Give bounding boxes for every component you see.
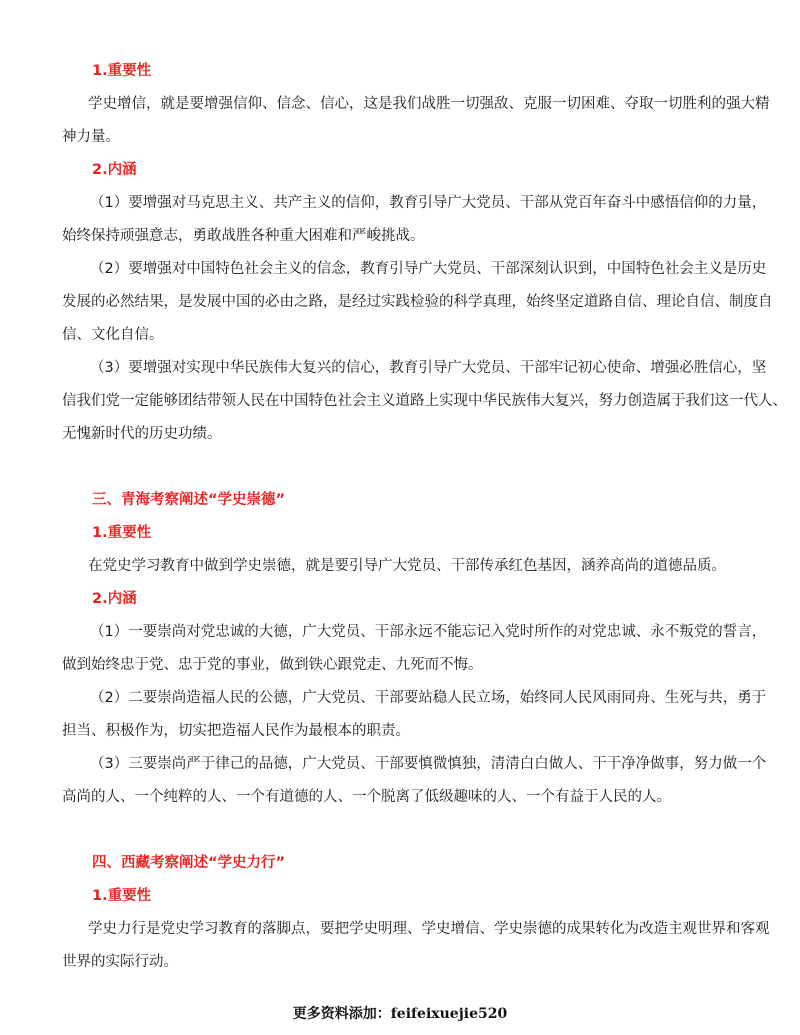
footer-contact: 更多资料添加：feifeixuejie520 <box>292 1006 508 1022</box>
section-heading-qinghai: 三、青海考察阐述“学史崇德” <box>92 492 286 508</box>
paragraph-line: 始终保持顽强意志，勇敢战胜各种重大困难和严峻挑战。 <box>62 228 425 244</box>
paragraph-line: 做到始终忠于党、忠于党的事业，做到铁心跟党走、九死而不悔。 <box>62 657 483 673</box>
section-heading-tibet: 四、西藏考察阐述“学史力行” <box>92 855 286 871</box>
paragraph-line: 世界的实际行动。 <box>62 954 178 970</box>
paragraph-line: （3）三要崇尚严于律己的品德，广大党员、干部要慎微慎独，清清白白做人、干干净净做事，努力做一个 <box>90 756 767 772</box>
paragraph-line: 发展的必然结果，是发展中国的必由之路，是经过实践检验的科学真理，始终坚定道路自信、理论自信、制度自 <box>62 294 773 310</box>
paragraph-line: 信我们党一定能够团结带领人民在中国特色社会主义道路上实现中华民族伟大复兴，努力创造属于我们这一代人、 <box>62 393 787 409</box>
paragraph-line: 担当、积极作为，切实把造福人民作为最根本的职责。 <box>62 723 410 739</box>
paragraph-line: （3）要增强对实现中华民族伟大复兴的信心，教育引导广大党员、干部牢记初心使命、增强必胜信心，坚 <box>90 360 767 376</box>
paragraph-line: 神力量。 <box>62 129 120 145</box>
heading-importance: 1.重要性 <box>92 888 152 904</box>
paragraph-line: （2）要增强对中国特色社会主义的信念，教育引导广大党员、干部深刻认识到，中国特色社会主义是历史 <box>90 261 767 277</box>
paragraph-line: 学史力行是党史学习教育的落脚点，要把学史明理、学史增信、学史崇德的成果转化为改造主观世界和客观 <box>88 921 770 937</box>
paragraph-line: （1）要增强对马克思主义、共产主义的信仰，教育引导广大党员、干部从党百年奋斗中感悟信仰的力量， <box>90 195 767 211</box>
paragraph-line: 信、文化自信。 <box>62 327 164 343</box>
paragraph-line: 在党史学习教育中做到学史崇德，就是要引导广大党员、干部传承红色基因，涵养高尚的道德品质。 <box>88 558 726 574</box>
paragraph-line: 无愧新时代的历史功绩。 <box>62 426 222 442</box>
paragraph-line: 高尚的人、一个纯粹的人、一个有道德的人、一个脱离了低级趣味的人、一个有益于人民的人。 <box>62 789 671 805</box>
heading-importance: 1.重要性 <box>92 63 152 79</box>
heading-connotation: 2.内涵 <box>92 162 137 178</box>
paragraph-line: （1）一要崇尚对党忠诚的大德，广大党员、干部永远不能忘记入党时所作的对党忠诚、永不叛党的誓言， <box>90 624 767 640</box>
paragraph-line: 学史增信，就是要增强信仰、信念、信心，这是我们战胜一切强敌、克服一切困难、夺取一切胜利的强大精 <box>88 96 770 112</box>
paragraph-line: （2）二要崇尚造福人民的公德，广大党员、干部要站稳人民立场，始终同人民风雨同舟、生死与共，勇于 <box>90 690 767 706</box>
heading-connotation: 2.内涵 <box>92 591 137 607</box>
heading-importance: 1.重要性 <box>92 525 152 541</box>
